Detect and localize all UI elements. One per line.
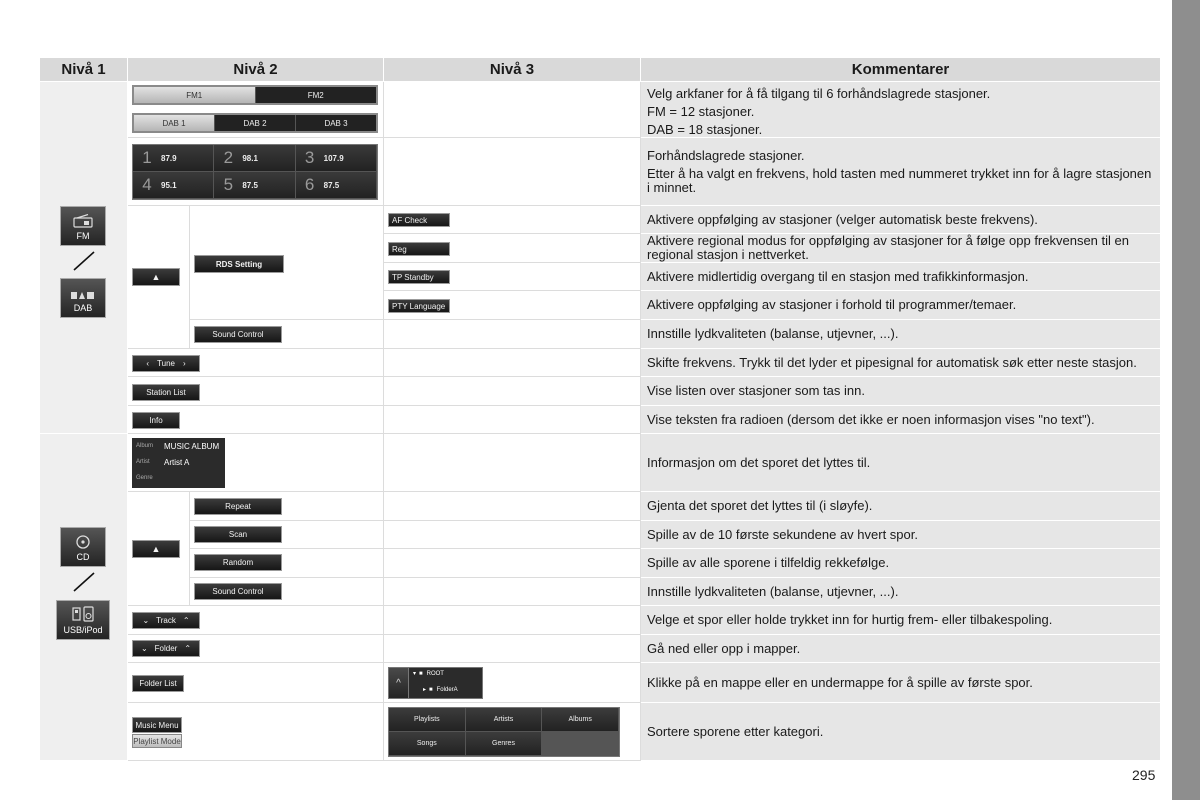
comment-text: Aktivere oppfølging av stasjoner (velger automatisk beste frekvens).: [647, 211, 1038, 227]
preset-frequency: 95.1: [161, 180, 177, 190]
l3-cell: [384, 82, 641, 138]
tree-folder-label: FolderA: [436, 686, 458, 693]
af-check-button[interactable]: AF Check: [388, 213, 450, 227]
comment-cell: [641, 663, 1161, 703]
comment-text: FM = 12 stasjoner.: [647, 104, 755, 119]
up-arrow-button[interactable]: ▲: [132, 540, 180, 558]
comment-cell: [641, 434, 1161, 492]
slash-separator: [72, 250, 96, 272]
scan-button[interactable]: Scan: [194, 526, 282, 543]
tree-root-row[interactable]: [413, 670, 444, 677]
preset-number: 6: [304, 175, 315, 194]
comment-cell: [641, 82, 1161, 138]
preset-number: 5: [223, 175, 234, 194]
comment-cell: [641, 521, 1161, 549]
comment-text: Spille av de 10 første sekundene av hvert spor.: [647, 526, 918, 542]
comment-text: Aktivere midlertidig overgang til en stasjon med trafikkinformasjon.: [647, 268, 1029, 284]
category-artists[interactable]: Artists: [466, 708, 543, 732]
comment-text: Innstille lydkvaliteten (balanse, utjevner, ...).: [647, 583, 899, 599]
chevron-down-icon: ⌄: [140, 644, 148, 653]
side-tab: [1172, 0, 1200, 800]
l3-cell: [384, 349, 641, 377]
tune-button[interactable]: [132, 355, 200, 372]
category-grid: [388, 707, 620, 757]
comment-cell: [641, 635, 1161, 663]
slash-separator: [72, 571, 96, 593]
category-playlists[interactable]: Playlists: [389, 708, 466, 732]
l3-cell: [384, 320, 641, 349]
level1-media-cell: [40, 434, 128, 761]
comment-text: Spille av alle sporene i tilfeldig rekkefølge.: [647, 555, 890, 570]
sound-control-button[interactable]: Sound Control: [194, 583, 282, 600]
preset-button[interactable]: [133, 172, 214, 199]
track-button[interactable]: [132, 612, 200, 629]
comment-text: Forhåndslagrede stasjoner.: [647, 148, 805, 163]
cd-source-button[interactable]: [60, 527, 106, 567]
comment-text: Aktivere oppfølging av stasjoner i forhold til programmer/temaer.: [647, 297, 1017, 312]
dab-source-button[interactable]: [60, 278, 106, 318]
preset-frequency: 87.9: [161, 153, 177, 163]
up-arrow-button[interactable]: ▲: [132, 268, 180, 286]
l3-cell: [384, 521, 641, 549]
comment-text: Gjenta det sporet det lyttes til (i sløyfe).: [647, 498, 873, 513]
comment-cell: [641, 703, 1161, 761]
preset-button[interactable]: [214, 145, 295, 172]
comment-cell: [641, 138, 1161, 206]
l3-cell: [384, 578, 641, 606]
tune-label: Tune: [157, 359, 175, 368]
comment-cell: [641, 291, 1161, 320]
preset-grid: [132, 144, 378, 200]
tab-fm2[interactable]: FM2: [307, 90, 324, 100]
folder-tree: [388, 667, 483, 699]
tab-dab2[interactable]: DAB 2: [215, 115, 296, 131]
track-label: Track: [156, 616, 176, 625]
preset-button[interactable]: [133, 145, 214, 172]
category-empty: [542, 732, 619, 756]
tp-standby-button[interactable]: TP Standby: [388, 270, 450, 284]
category-albums[interactable]: Albums: [542, 708, 619, 732]
header-level3: Nivå 3: [384, 58, 641, 82]
dab-tabs: [132, 113, 378, 133]
chevron-up-icon: ⌃: [184, 644, 192, 653]
chevron-down-icon: ⌄: [142, 616, 150, 625]
tree-root-label: ROOT: [426, 670, 444, 677]
album-value: MUSIC ALBUM: [164, 441, 220, 451]
tab-fm1[interactable]: FM1: [134, 87, 256, 103]
comment-cell: [641, 263, 1161, 291]
comment-cell: [641, 234, 1161, 263]
collapse-triangle-icon: ▸: [423, 687, 427, 693]
header-level2: Nivå 2: [128, 58, 384, 82]
comment-text: Vise teksten fra radioen (dersom det ikke er noen informasjon vises "no text").: [647, 411, 1095, 427]
comment-text: Innstille lydkvaliteten (balanse, utjevner, ...).: [647, 326, 899, 341]
artist-key: Artist: [136, 459, 150, 465]
preset-button[interactable]: [296, 172, 377, 199]
comment-text: Skifte frekvens. Trykk til det lyder et pipesignal for automatisk søk etter neste stasjon.: [647, 354, 1137, 370]
l3-cell: [384, 635, 641, 663]
comment-text: Vise listen over stasjoner som tas inn.: [647, 383, 865, 398]
sound-control-button[interactable]: Sound Control: [194, 326, 282, 343]
preset-number: 1: [142, 148, 152, 167]
cd-label: CD: [76, 552, 90, 562]
radio-icon: [73, 214, 93, 228]
tab-dab3[interactable]: DAB 3: [324, 118, 348, 128]
tab-dab1[interactable]: DAB 1: [134, 115, 215, 131]
comment-cell: [641, 320, 1161, 349]
l3-cell: [384, 606, 641, 635]
comment-cell: [641, 606, 1161, 635]
artist-row: [132, 454, 225, 470]
station-list-button[interactable]: Station List: [132, 384, 200, 401]
comment-cell: [641, 206, 1161, 234]
music-menu-button[interactable]: Music Menu: [132, 717, 182, 733]
comment-cell: [641, 578, 1161, 606]
category-genres[interactable]: Genres: [466, 732, 543, 756]
preset-frequency: 107.9: [323, 153, 344, 163]
preset-button[interactable]: [296, 145, 377, 172]
playlist-mode-button[interactable]: Playlist Mode: [132, 734, 182, 748]
chevron-up-icon: ^: [396, 677, 401, 689]
l3-cell: [384, 377, 641, 406]
comment-text: Klikke på en mappe eller en undermappe for å spille av første spor.: [647, 674, 1033, 690]
tree-folder-row[interactable]: [423, 686, 458, 693]
comment-text: Velge et spor eller holde trykket inn for hurtig frem- eller tilbakespoling.: [647, 612, 1053, 627]
comment-text: Sortere sporene etter kategori.: [647, 723, 824, 739]
l3-cell: [384, 406, 641, 434]
page-number: 295: [1132, 767, 1156, 783]
l3-cell: [384, 434, 641, 492]
preset-frequency: 87.5: [323, 180, 340, 190]
comment-cell: [641, 549, 1161, 578]
dab-label: DAB: [73, 303, 93, 313]
header-comments: Kommentarer: [641, 58, 1161, 82]
rds-setting-button[interactable]: RDS Setting: [194, 255, 284, 273]
repeat-button[interactable]: Repeat: [194, 498, 282, 515]
info-button[interactable]: Info: [132, 412, 180, 429]
disc-icon: [76, 535, 90, 549]
usb-ipod-icon: [71, 606, 95, 622]
genre-row: [132, 470, 225, 486]
header-level1: Nivå 1: [40, 58, 128, 82]
folder-list-button[interactable]: Folder List: [132, 675, 184, 692]
preset-frequency: 87.5: [242, 180, 258, 190]
fm-tabs: [132, 85, 378, 105]
comment-cell: [641, 377, 1161, 406]
comment-text: Aktivere regional modus for oppfølging av stasjoner for å følge opp frekvensen til en regional stasjon i nettverket.: [647, 233, 1129, 262]
dab-logo-icon: [70, 290, 96, 300]
expand-triangle-icon: ▾: [413, 671, 417, 677]
usb-ipod-label: USB/iPod: [63, 625, 103, 635]
preset-frequency: 98.1: [242, 153, 258, 163]
tree-up-button[interactable]: [389, 668, 409, 698]
usb-ipod-source-button[interactable]: [56, 600, 110, 640]
comment-text: Velg arkfaner for å få tilgang til 6 forhåndslagrede stasjoner.: [647, 86, 991, 101]
fm-source-button[interactable]: [60, 206, 106, 246]
artist-value: Artist A: [164, 457, 190, 467]
l3-cell: [384, 549, 641, 578]
album-row: [132, 438, 225, 454]
comment-text: DAB = 18 stasjoner.: [647, 122, 763, 137]
folder-button[interactable]: [132, 640, 200, 657]
reg-button[interactable]: Reg: [388, 242, 450, 256]
l3-cell: [384, 492, 641, 521]
comment-text: Etter å ha valgt en frekvens, hold tasten med nummeret trykket inn for å lagre stasjonen i minnet.: [647, 166, 1152, 195]
preset-number: 3: [304, 148, 315, 167]
comment-cell: [641, 406, 1161, 434]
comment-text: Informasjon om det sporet det lyttes til.: [647, 454, 871, 470]
pty-language-button[interactable]: PTY Language: [388, 299, 450, 313]
category-songs[interactable]: Songs: [389, 732, 466, 756]
chevron-up-icon: ⌃: [182, 616, 190, 625]
l3-cell: [384, 138, 641, 206]
comment-text: Gå ned eller opp i mapper.: [647, 640, 801, 656]
fm-label: FM: [76, 231, 90, 241]
comment-cell: [641, 492, 1161, 521]
comment-cell: [641, 349, 1161, 377]
album-key: Album: [136, 443, 154, 449]
random-button[interactable]: Random: [194, 554, 282, 571]
chevron-left-icon: ‹: [146, 359, 150, 368]
genre-key: Genre: [136, 475, 153, 481]
preset-button[interactable]: [214, 172, 295, 199]
folder-icon: ■: [429, 686, 433, 693]
preset-number: 4: [142, 175, 152, 194]
track-info-panel: [132, 438, 225, 488]
folder-label: Folder: [154, 644, 178, 653]
folder-icon: ■: [419, 670, 423, 677]
chevron-right-icon: ›: [182, 359, 186, 368]
preset-number: 2: [223, 148, 234, 167]
